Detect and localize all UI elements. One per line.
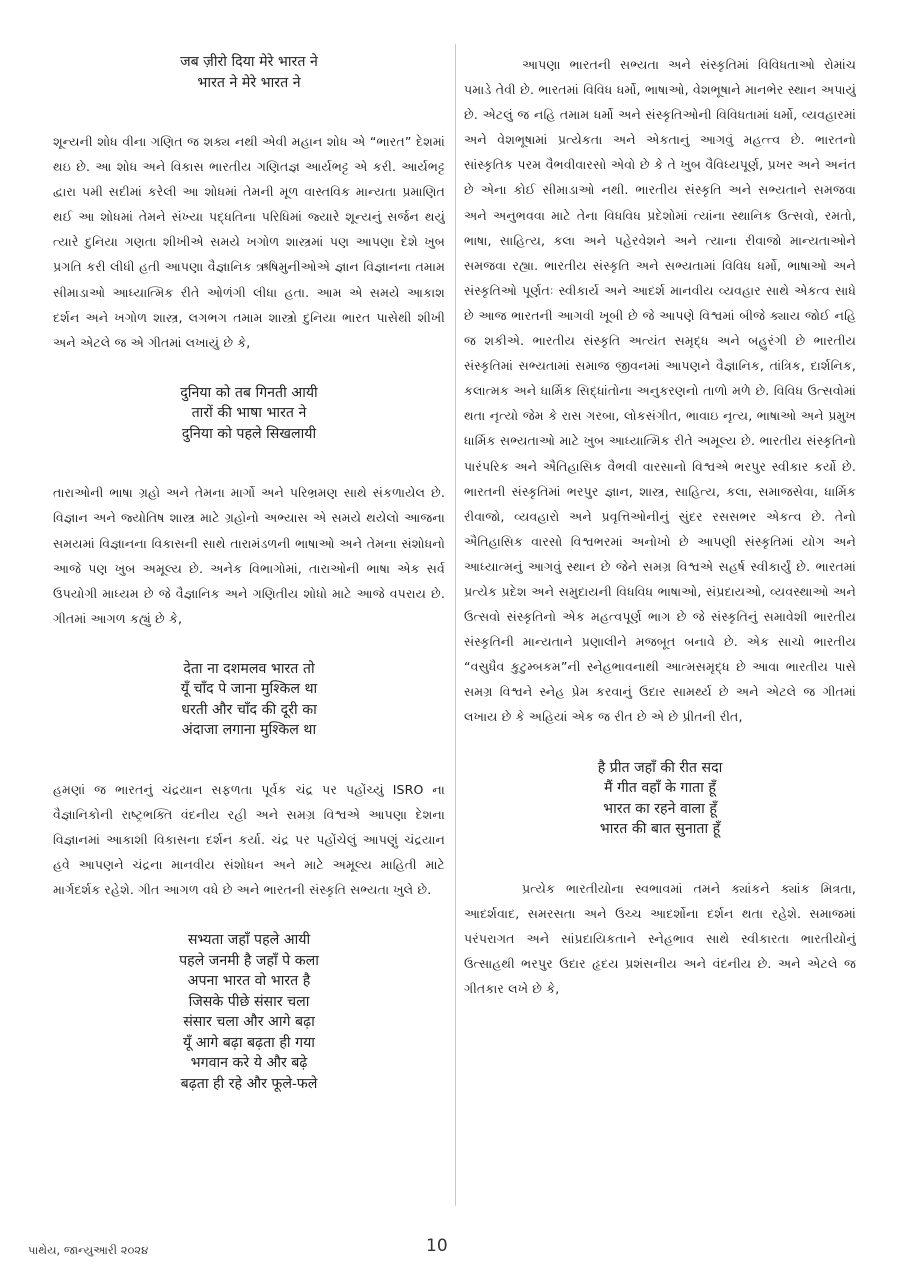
verse-line: भारत की बात सुनाता हूँ <box>599 821 721 838</box>
verse-line: भगवान करे ये और बढ़े <box>190 1055 308 1072</box>
paragraph-stars-language: તારાઓની ભાષા ગ્રહો અને તેમના માર્ગો અને પરિભ્રમણ સાથે સંકળાયેલ છે. વિજ્ઞાન અને જ્યોતિષ શાસ્ત્ર માટે ગ્રહોનો અભ્યાસ એ સમયે થયેલો આજના સમયમાં વિજ્ઞાનના વિકાસની સાથે તારામંડળની ભાષાઓ અને તેમના સંશોધનો આજે પણ ખુબ અમૂલ્ય છે. અનેક વિભાગોમાં, તારાઓની ભાષા એક સર્વ ઉપયોગી માધ્યમ છે જે વૈજ્ઞાનિક અને ગણિતીય શોધો માટે આજે વપરાય છે. ગીતમાં આગળ કહ્યું છે કે, <box>53 485 445 626</box>
verse-line: सभ्यता जहाँ पहले आयी <box>187 932 311 949</box>
verse-line: है प्रीत जहाँ की रीत सदा <box>597 759 723 776</box>
verse-line: यूँ चाँद पे जाना मुश्किल था <box>180 681 318 698</box>
paragraph-indian-nature: પ્રત્યેક ભારતીયોના સ્વભાવમાં તમને ક્યાંકને ક્યાંક મિત્રતા, આદર્શવાદ, સમરસતા અને ઉચ્ચ આદર્શોના દર્શન થતા રહેશે. સમાજમાં પરંપરાગત અને સાંપ્રદાયિકતાને સ્નેહભાવ સાથે સ્વીકારતા ભારતીયોનું ઉત્સાહથી ભરપુર ઉદાર હૃદય પ્રશંસનીય અને વંદનીય છે. અને એટલે જ ગીતકાર લખે છે કે, <box>464 880 856 996</box>
paragraph-chandrayaan: હમણાં જ ભારતનું ચંદ્રયાન સફળતા પૂર્વક ચંદ્ર પર પહોંચ્યું ISRO ના વૈજ્ઞાનિકોની રાષ્ટ્રભક્તિ વંદનીય રહી અને સમગ્ર વિશ્વએ આપણા દેશના વિજ્ઞાનમાં આકાશી વિકાસના દર્શન કર્યા. ચંદ્ર પર પહોંચેલું આપણું ચંદ્રયાન હવે આપણને ચંદ્રના માનવીય સંશોધન અને માટે અમૂલ્ય માહિતી માટે માર્ગદર્શક રહેશે. ગીત આગળ વધે છે અને ભારતની સંસ્કૃતિ સભ્યતા ખુલે છે. <box>53 781 445 898</box>
verse-line: धरती और चाँद की दूरी का <box>181 701 317 718</box>
verse-line: दुनिया को पहले सिखलायी <box>181 425 317 442</box>
verse-line: मैं गीत वहाँ के गाता हूँ <box>604 780 716 797</box>
verse-line: अंदाजा लगाना मुश्किल था <box>181 722 317 739</box>
verse-line: बढ़ता ही रहे और फूले-फले <box>180 1075 318 1092</box>
verse-line: पहले जनमी है जहाँ पे कला <box>179 952 319 969</box>
verse-line: भारत का रहने वाला हूँ <box>603 800 717 817</box>
verse-zero <box>53 52 445 93</box>
verse-line: दुनिया को तब गिनती आयी <box>180 384 318 401</box>
verse-line: अपना भारत वो भारत है <box>187 973 311 990</box>
verse-line: जब ज़ीरो दिया मेरे भारत ने <box>180 54 318 70</box>
column-divider <box>455 44 456 1206</box>
verse-counting <box>53 383 445 445</box>
page-number: 10 <box>426 1236 448 1256</box>
right-column <box>464 42 856 1220</box>
paragraph-culture-diversity: આપણા ભારતની સભ્યતા અને સંસ્કૃતિમાં વિવિધતાઓ રોમાંચ પમાડે તેવી છે. ભારતમાં વિવિધ ધર્મો, ભાષાઓ, વેશભૂષાને માનભેર સ્થાન અપાયું છે. એટલું જ નહિ તમામ ધર્મો અને સંસ્કૃતિઓની વિવિધતામાં ધર્મો, વ્યવહારમાં અને વેશભૂષામાં પ્રત્યેકતા અને એકતાનું આગવું મહત્ત્વ છે. ભારતનો સાંસ્કૃતિક પરમ વૈભવીવારસો એવો છે કે તે ખુબ વૈવિધ્યપૂર્ણ, પ્રખર અને અનંત છે એના કોઈ સીમાડાઓ નથી. ભારતીય સંસ્કૃતિ અને સભ્યતાને સમજવા અને અનુભવવા માટે તેના વિધવિધ પ્રદેશોમાં ત્યાંના સ્થાનિક ઉત્સવો, રમતો, ભાષા, સાહિત્ય, કલા અને પહેરવેશને અને ત્યાના રીવાજો માન્યતાઓને સમજવા રહ્યા. ભારતીય સંસ્કૃતિ અને સભ્યતામાં વિવિધ ધર્મો, ભાષાઓ અને સંસ્કૃતિઓ પૂર્ણતઃ સ્વીકાર્ય અને આદર્શ માનવીય વ્યવહાર સાથે એકત્વ સાધે છે આજ ભારતની આગવી ખૂબી છે જે આપણે વિશ્વમાં બીજે ક્યાય જોઈ નહિ જ શકીએ. ભારતીય સંસ્કૃતિ અત્યંત સમૃદ્ધ અને બહુરંગી છે ભારતીય સંસ્કૃતિમાં સભ્યતામાં સમાજ જીવનમાં આપણને વૈજ્ઞાનિક, તાંત્રિક, દાર્શનિક, કલાત્મક અને ધાર્મિક સિદ્ધાંતોના અનુકરણનો તાળો મળે છે. વિવિધ ઉત્સવોમાં થતા નૃત્યો જેમ કે રાસ ગરબા, લોકસંગીત, ભાવાઇ નૃત્ય, ભાષાઓ અને પ્રમુખ ધાર્મિક સભ્યતાઓ માટે ખુબ આધ્યાત્મિક રીતે અમૂલ્ય છે. ભારતીય સંસ્કૃતિનો પારંપરિક અને ઐતિહાસિક વૈભવી વારસાનો વિશ્વએ ભરપુર સ્વીકાર કર્યો છે. ભારતની સંસ્કૃતિમાં ભરપુર જ્ઞાન, શાસ્ત્ર, સાહિત્ય, કલા, સમાજસેવા, ધાર્મિક રીવાજો, વ્યવહારો અને પ્રવૃત્તિઓનીનું સુંદર રસસભર એકત્વ છે. તેનો ઐતિહાસિક વારસો વિશ્વભરમાં અનોખો છે આપણી સંસ્કૃતિમાં યોગ અને આધ્યાત્મનું આગવું સ્થાન છે જેને સમગ્ર વિશ્વએ સહર્ષ સ્વીકાર્યું છે. ભારતમાં પ્રત્યેક પ્રદેશ અને સમુદાયની વિધવિધ ભાષાઓ, સંપ્રદાયઓ, વ્યવસ્થાઓ અને ઉત્સવો સંસ્કૃતિનો એક મહત્વપૂર્ણ ભાગ છે જે સંસ્કૃતિનું સમાવેશી ભારતીય સંસ્કૃતિની માન્યતાને પ્રણાલીને મજબૂત બનાવે છે. એક સાચો ભારતીય “વસુધૈવ કુટુમ્બકમ”ની સ્નેહભાવનાથી આત્મસમૃદ્ધ છે આવા ભારતીય પાસે સમગ્ર વિશ્વને સ્નેહ પ્રેમ કરવાનું ઉદાર સામર્થ્ય છે અને એટલે જ ગીતમાં લખાય છે કે અહિયાં એક જ રીત છે એ છે પ્રીતની રીત, <box>464 57 856 725</box>
paragraph-zero-discovery: શૂન્યની શોધ વીના ગણિત જ શક્ય નથી એવી મહાન શોધ એ “ભારત” દેશમાં થઇ છે. આ શોધ અને વિકાસ ભારતીય ગણિતજ્ઞ આર્યભટ્ટ એ કરી. આર્યભટ્ટ દ્વારા પમી સદીમાં કરેલી આ શોધમાં તેમની મૂળ વાસ્તવિક માન્યતા પ્રમાણિત થઈ આ શોધમાં તેમને સંખ્યા પદ્ધતિના પરિધિમાં જ્યારે શૂન્યનું સર્જન થયું ત્યારે દુનિયા ગણતા શીખીએ સમયે ખગોળ શાસ્ત્રમાં પણ આપણા દેશે ખુબ પ્રગતિ કરી લીધી હતી આપણા વૈજ્ઞાનિક ઋષિમુનીઓએ જ્ઞાન વિજ્ઞાનના તમામ સીમાડાઓ આધ્યાત્મિક રીતે ઓળંગી લીધા હતા. આમ એ સમયે આકાશ દર્શન અને ખગોળ શાસ્ત્ર, લગભગ તમામ શાસ્ત્રો દુનિયા ભારત પાસેથી શીખી અને એટલે જ એ ગીતમાં લખાયું છે કે, <box>53 134 445 350</box>
verse-line: संसार चला और आगे बढ़ा <box>183 1014 315 1031</box>
verse-preet <box>464 758 856 840</box>
verse-decimal <box>53 659 445 741</box>
left-column <box>53 42 445 1220</box>
verse-line: यूँ आगे बढ़ा बढ़ता ही गया <box>183 1034 315 1051</box>
verse-line: भारत ने मेरे भारत ने <box>197 74 301 91</box>
verse-line: तारों की भाषा भारत ने <box>191 405 307 422</box>
verse-civilization <box>53 930 445 1094</box>
footer-publication: પાથેય, જાન્યુઆરી ૨૦૨૪ <box>28 1243 149 1257</box>
verse-line: देता ना दशमलव भारत तो <box>183 660 315 677</box>
verse-line: जिसके पीछे संसार चला <box>188 993 310 1010</box>
